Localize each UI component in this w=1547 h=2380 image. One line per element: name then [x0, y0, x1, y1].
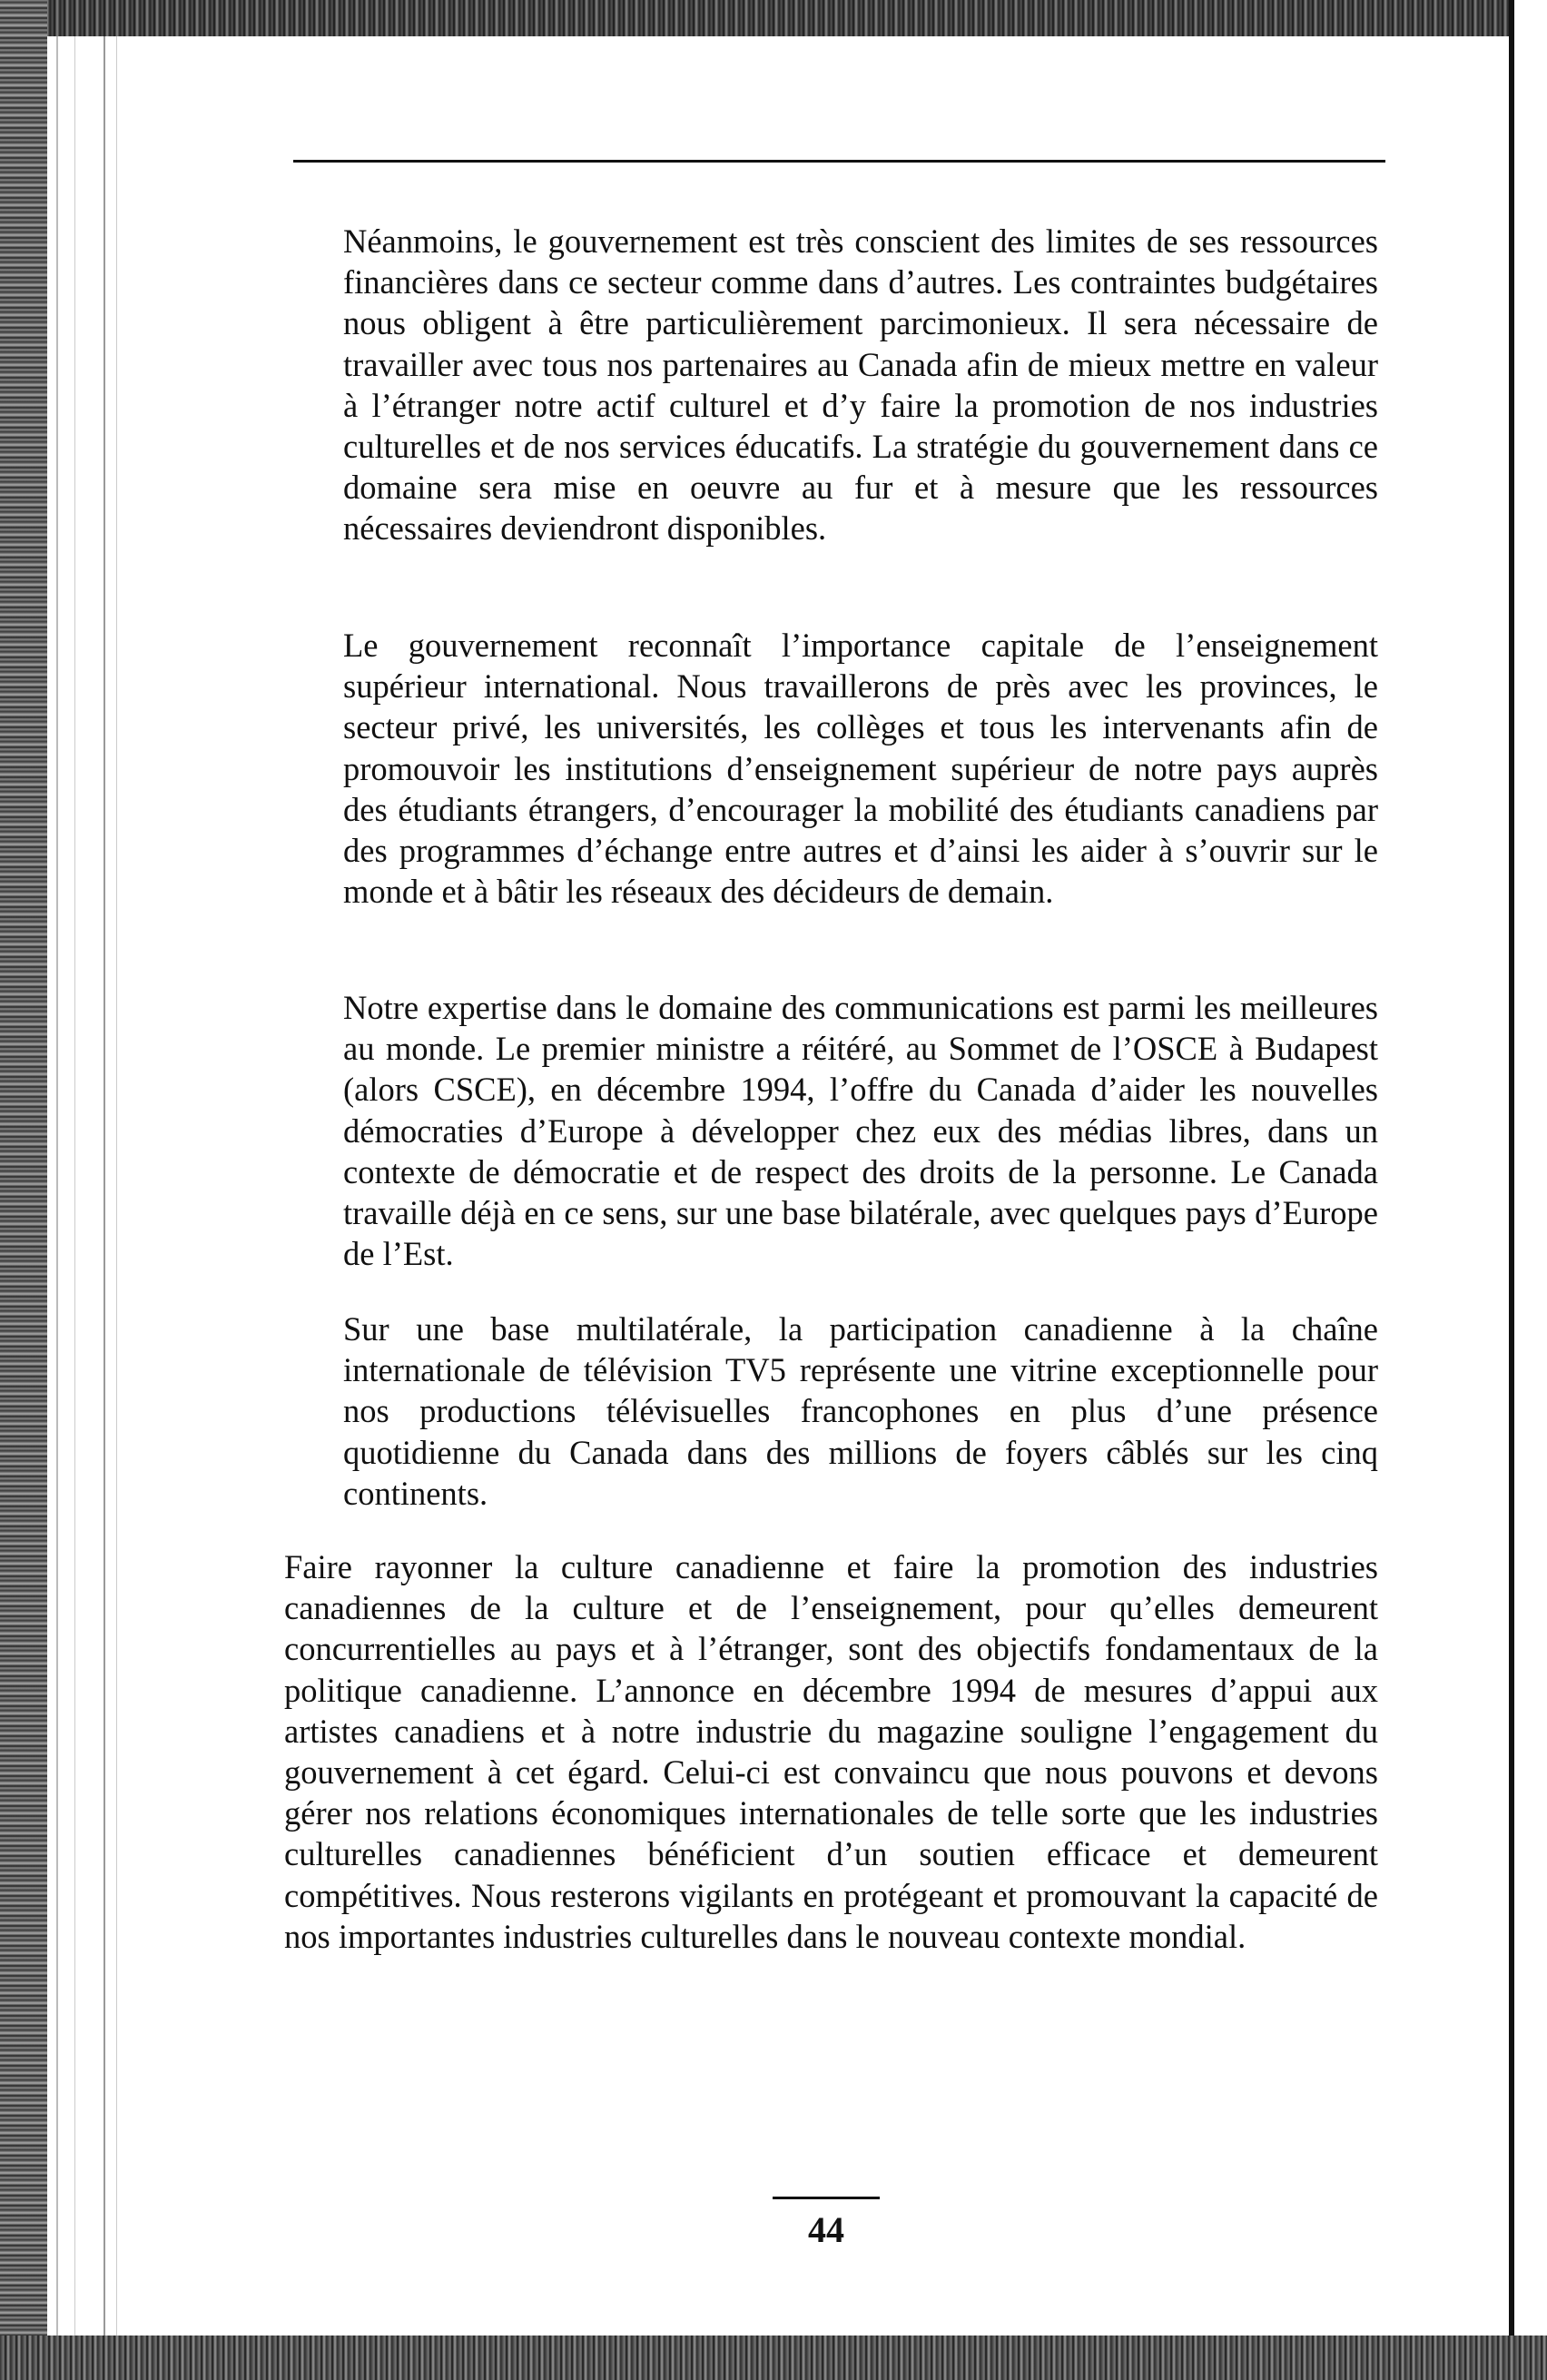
scan-edge-top	[0, 0, 1547, 36]
paragraph-2: Le gouvernement reconnaît l’importance capitale de l’enseignement supérieur international. Nous travaillerons de près avec les provinces, le secteur privé, les universités, les collèges et tous les intervenants afin de promouvoir les institutions d’enseignement supérieur de notre pays auprès des étudiants étrangers, d’encourager la mobilité des étudiants canadiens par des programmes d’échange entre autres et d’ainsi les aider à s’ouvrir sur le monde et à bâtir les réseaux des décideurs de demain.	[343, 627, 1378, 911]
page-binding-fold	[47, 36, 120, 2336]
scan-edge-right	[1509, 0, 1547, 2380]
scan-edge-bottom	[0, 2336, 1547, 2380]
paragraph-3: Notre expertise dans le domaine des communications est parmi les meilleures au monde. Le premier ministre a réitéré, au Sommet de l’OSCE à Budapest (alors CSCE), en décembre 1994, l’offre du Canada d’aider les nouvelles démocraties d’Europe à développer chez eux des médias libres, dans un contexte de démocratie et de respect des droits de la personne. Le Canada travaille déjà en ce sens, sur une base bilatérale, avec quelques pays d’Europe de l’Est.	[343, 989, 1378, 1273]
page-number: 44	[808, 2209, 844, 2250]
header-rule	[293, 160, 1385, 163]
paragraph-5: Faire rayonner la culture canadienne et faire la promotion des industries canadiennes de la culture et de l’enseignement, pour qu’elles demeurent concurrentielles au pays et à l’étranger, sont des objectifs fondamentaux de la politique canadienne. L’annonce en décembre 1994 de mesures d’appui aux artistes canadiens et à notre industrie du magazine souligne l’engagement du gouvernement à cet égard. Celui-ci est convaincu que nous pouvons et devons gérer nos relations économiques internationales de telle sorte que les industries culturelles canadiennes bénéficient d’un soutien efficace et demeurent compétitives. Nous resterons vigilants en protégeant et promouvant la capacité de nos importantes industries culturelles dans le nouveau contexte mondial.	[284, 1548, 1378, 1955]
footer-rule	[773, 2197, 880, 2199]
scan-edge-left	[0, 0, 47, 2380]
paragraph-1: Néanmoins, le gouvernement est très conscient des limites de ses ressources financières dans ce secteur comme dans d’autres. Les contraintes budgétaires nous obligent à être particulièrement parcimonieux. Il sera nécessaire de travailler avec tous nos partenaires au Canada afin de mieux mettre en valeur à l’étranger notre actif culturel et d’y faire la promotion de nos industries culturelles et de nos services éducatifs. La stratégie du gouvernement dans ce domaine sera mise en oeuvre au fur et à mesure que les ressources nécessaires deviendront disponibles.	[343, 222, 1378, 548]
paragraph-4: Sur une base multilatérale, la participation canadienne à la chaîne internationale de télévision TV5 représente une vitrine exceptionnelle pour nos productions télévisuelles francophones en plus d’une présence quotidienne du Canada dans des millions de foyers câblés sur les cinq continents.	[343, 1310, 1378, 1512]
